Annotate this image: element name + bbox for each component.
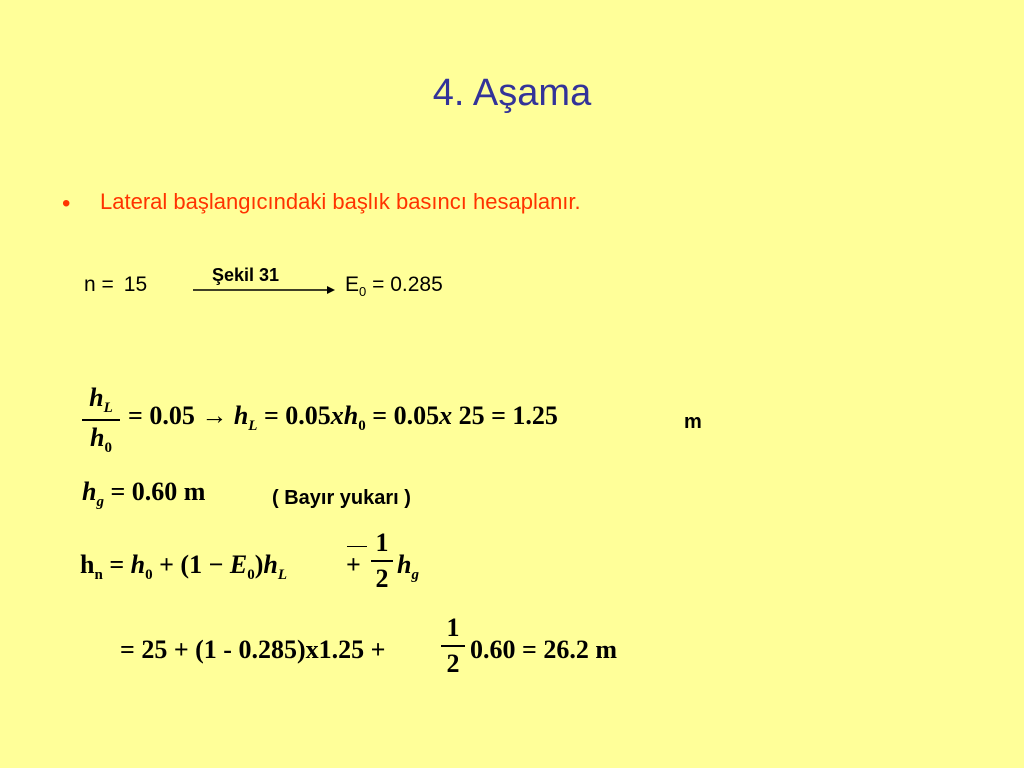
eq1-frac-bar — [82, 419, 120, 421]
eq1-part-e: 25 = 1.25 — [458, 401, 558, 430]
bullet-text: Lateral başlangıcındaki başlık basıncı hesaplanır. — [100, 189, 581, 214]
eq1-times-1: x — [330, 401, 344, 430]
eq4-left: = 25 + (1 - 0.285)x1.25 + — [120, 635, 386, 664]
eq1-fraction — [82, 383, 120, 457]
eq3-frac-den: 2 — [375, 564, 389, 593]
eq2-hg-var: h — [82, 477, 97, 506]
eq1-times-2: x — [439, 401, 453, 430]
eq2-note: ( Bayır yukarı ) — [272, 487, 411, 509]
eq4-right: 0.60 = 26.2 m — [470, 635, 617, 664]
n-expression — [84, 273, 147, 297]
eq1-hl-var: h — [233, 401, 249, 430]
e0-label: E — [345, 273, 360, 296]
eq2-expression: $h_g = 0.60$ m — [82, 477, 206, 510]
e0-expression — [345, 273, 443, 299]
slide-title: 4. Aşama — [432, 72, 592, 114]
e0-subscript: 0 — [359, 284, 367, 300]
eq3-lhs: h — [80, 550, 95, 579]
e0-value: = 0.285 — [372, 273, 443, 296]
n-value: 15 — [123, 273, 148, 296]
eq2-value: = 0.60 m — [110, 477, 206, 506]
eq1-part-d: = 0.05 — [372, 401, 440, 430]
eq1-frac-numerator: $h_L$ — [89, 383, 113, 416]
eq1-frac-denominator: $h_0$ — [90, 423, 112, 456]
eq3-fraction — [371, 528, 393, 594]
bullet-marker: • — [62, 190, 71, 217]
eq3-frac-num: 1 — [375, 528, 389, 557]
eq1-h0-var: h — [343, 401, 359, 430]
eq4-fraction — [441, 613, 465, 679]
eq4-frac-num: 1 — [446, 613, 460, 642]
eq3-hg: $h_g$ — [397, 550, 419, 583]
arrow-label: Şekil 31 — [212, 265, 280, 285]
right-arrow-icon — [193, 284, 335, 296]
eq4-frac-den: 2 — [446, 649, 460, 678]
eq1-rest: = $0.05 \to h_L = 0.05xh_0 = 0.05x$ 25 = 1.25 — [128, 401, 558, 434]
eq1-part-a: = 0.05 → — [128, 401, 228, 430]
eq3-plus: + — [346, 550, 361, 579]
eq1-unit: m — [684, 411, 702, 433]
n-label: n = — [84, 273, 114, 296]
eq3-expression: $h_n = h_0 + (1 - E_0)h_L$ — [80, 550, 288, 583]
eq3-overbar — [347, 546, 367, 547]
eq1-part-c: = 0.05 — [263, 401, 331, 430]
